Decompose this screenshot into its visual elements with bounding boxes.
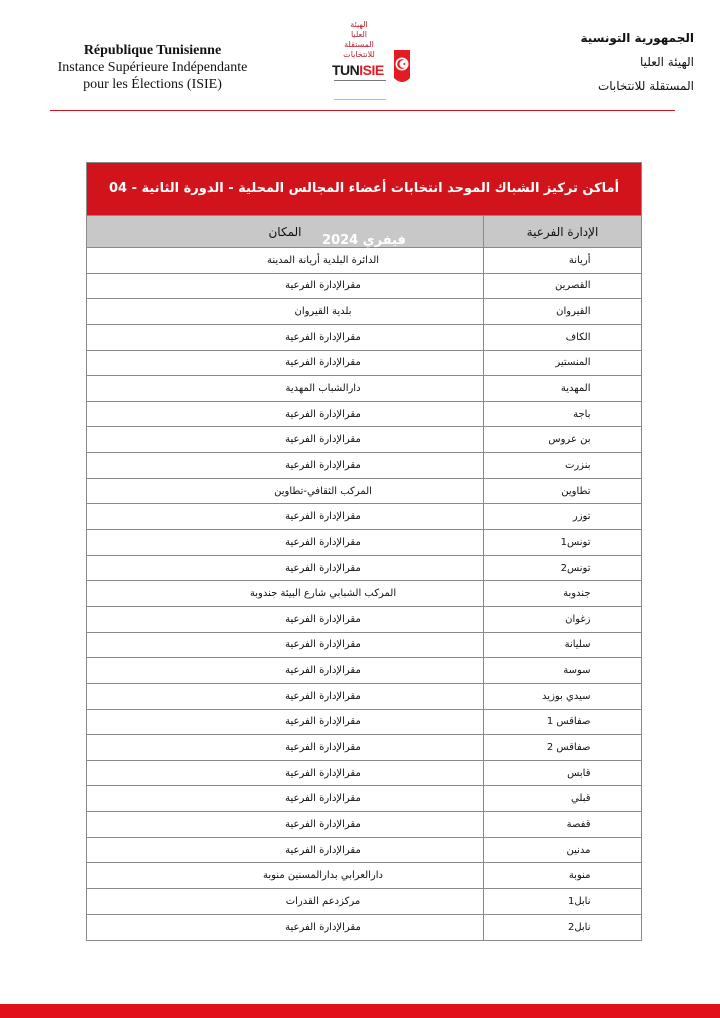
table-row xyxy=(87,556,641,582)
place-name: المركب الشبابي شارع البيئة جندوبة xyxy=(249,588,397,600)
department-cell xyxy=(483,607,641,632)
place-cell xyxy=(87,479,483,504)
logo-ar-line1: الهيئة xyxy=(350,20,368,29)
place-name: مقرالإدارة الفرعية xyxy=(285,818,361,830)
table-row xyxy=(87,402,641,428)
ar-country-name: الجمهورية التونسية xyxy=(580,31,694,45)
place-name: مقرالإدارة الفرعية xyxy=(285,767,361,779)
place-name: مقرالإدارة الفرعية xyxy=(285,665,361,677)
department-name: تونس1 xyxy=(560,536,591,548)
place-cell xyxy=(87,402,483,427)
department-cell xyxy=(483,658,641,683)
place-cell xyxy=(87,248,483,273)
table-row xyxy=(87,812,641,838)
department-name: القصرين xyxy=(555,280,591,292)
table-row xyxy=(87,376,641,402)
logo-brand-prefix: TUN xyxy=(332,62,360,78)
table-row xyxy=(87,351,641,377)
department-cell xyxy=(483,915,641,941)
table-row xyxy=(87,453,641,479)
department-cell xyxy=(483,248,641,273)
table-row xyxy=(87,863,641,889)
department-name: أريانة xyxy=(568,254,591,266)
department-cell xyxy=(483,453,641,478)
logo-brand xyxy=(332,62,384,78)
logo-ar-line2: العليا xyxy=(350,30,368,39)
department-cell xyxy=(483,863,641,888)
department-name: مدنين xyxy=(566,844,591,856)
table-row xyxy=(87,786,641,812)
department-name: المهدية xyxy=(560,383,591,395)
place-name: مقرالإدارة الفرعية xyxy=(285,408,361,420)
department-name: قابس xyxy=(567,767,591,779)
place-name: مقرالإدارة الفرعية xyxy=(285,921,361,933)
place-name: مقرالإدارة الفرعية xyxy=(285,357,361,369)
table-row xyxy=(87,607,641,633)
department-cell xyxy=(483,761,641,786)
place-name: مقرالإدارة الفرعية xyxy=(285,434,361,446)
place-cell xyxy=(87,684,483,709)
table-title: أماكن تركيز الشباك الموحد انتخابات أعضاء المجالس المحلية - الدورة الثانية - 04 فيفري 2024 xyxy=(87,163,641,216)
table-row xyxy=(87,581,641,607)
logo-ar-line3: المستقلة xyxy=(344,40,374,49)
table-row xyxy=(87,838,641,864)
table-row xyxy=(87,299,641,325)
department-name: بنزرت xyxy=(564,459,591,471)
place-name: المركب الثقافي-تطاوين xyxy=(274,485,372,497)
table-body xyxy=(87,248,641,940)
place-cell xyxy=(87,325,483,350)
table-row xyxy=(87,530,641,556)
table-row xyxy=(87,248,641,274)
department-cell xyxy=(483,427,641,452)
department-cell xyxy=(483,504,641,529)
department-cell xyxy=(483,735,641,760)
isie-logo xyxy=(330,18,430,102)
table-row xyxy=(87,684,641,710)
place-name: مقرالإدارة الفرعية xyxy=(285,562,361,574)
place-cell xyxy=(87,299,483,324)
place-cell xyxy=(87,376,483,401)
department-name: زغوان xyxy=(565,613,591,625)
locations-table xyxy=(86,162,642,941)
fr-body-line1: Instance Supérieure Indépendante xyxy=(57,60,248,75)
department-cell xyxy=(483,479,641,504)
place-cell xyxy=(87,504,483,529)
place-name: مقرالإدارة الفرعية xyxy=(285,459,361,471)
table-row xyxy=(87,504,641,530)
place-name: بلدية القيروان xyxy=(294,306,352,318)
department-cell xyxy=(483,402,641,427)
table-row xyxy=(87,479,641,505)
place-name: مقرالإدارة الفرعية xyxy=(285,331,361,343)
department-name: نابل1 xyxy=(567,895,591,907)
department-cell xyxy=(483,889,641,914)
fr-country-name: République Tunisienne xyxy=(83,43,222,58)
place-name: مقرالإدارة الفرعية xyxy=(285,613,361,625)
ar-body-line1: الهيئة العليا xyxy=(639,55,694,69)
department-name: قبلي xyxy=(571,793,591,805)
department-name: باجة xyxy=(573,408,591,420)
department-cell xyxy=(483,274,641,299)
place-name: مقرالإدارة الفرعية xyxy=(285,280,361,292)
place-cell xyxy=(87,453,483,478)
place-cell xyxy=(87,915,483,941)
place-cell xyxy=(87,607,483,632)
place-cell xyxy=(87,812,483,837)
place-cell xyxy=(87,761,483,786)
department-name: توزر xyxy=(572,511,591,523)
department-name: سليانة xyxy=(564,639,591,651)
place-cell xyxy=(87,581,483,606)
place-name: دارالعرابي بدارالمسنين منوبة xyxy=(263,870,383,882)
logo-tagline-lines xyxy=(334,80,386,100)
header-arabic xyxy=(494,26,694,98)
department-cell xyxy=(483,786,641,811)
table-row xyxy=(87,889,641,915)
table-row xyxy=(87,325,641,351)
place-cell xyxy=(87,274,483,299)
table-row xyxy=(87,915,641,941)
place-name: مقرالإدارة الفرعية xyxy=(285,844,361,856)
place-name: الدائرة البلدية أريانة المدينة xyxy=(266,254,380,266)
department-cell xyxy=(483,684,641,709)
department-cell xyxy=(483,710,641,735)
tunisia-flag-icon xyxy=(390,48,414,86)
place-cell xyxy=(87,838,483,863)
footer-bar xyxy=(0,1004,720,1018)
department-name: قفصة xyxy=(566,818,591,830)
department-name: صفاقس 2 xyxy=(546,741,591,753)
department-name: تطاوين xyxy=(561,485,591,497)
table-row xyxy=(87,427,641,453)
place-cell xyxy=(87,351,483,376)
department-name: القيروان xyxy=(556,306,591,318)
department-cell xyxy=(483,838,641,863)
table-row xyxy=(87,761,641,787)
department-name: بن عروس xyxy=(548,434,591,446)
column-header-place xyxy=(87,216,483,247)
place-name: مقرالإدارة الفرعية xyxy=(285,716,361,728)
place-cell xyxy=(87,710,483,735)
column-header-place-label: المكان xyxy=(268,224,302,239)
column-header-department xyxy=(483,216,641,247)
place-name: مقرالإدارة الفرعية xyxy=(285,793,361,805)
table-row xyxy=(87,735,641,761)
department-cell xyxy=(483,376,641,401)
place-name: مقرالإدارة الفرعية xyxy=(285,639,361,651)
department-cell xyxy=(483,325,641,350)
department-name: سوسة xyxy=(563,665,591,677)
header-divider xyxy=(50,110,675,111)
place-cell xyxy=(87,735,483,760)
place-cell xyxy=(87,633,483,658)
place-name: دارالشباب المهدية xyxy=(285,383,361,395)
department-name: صفاقس 1 xyxy=(546,716,591,728)
place-name: مقرالإدارة الفرعية xyxy=(285,741,361,753)
ar-body-line2: المستقلة للانتخابات xyxy=(597,79,694,93)
department-cell xyxy=(483,351,641,376)
department-name: نابل2 xyxy=(567,921,591,933)
fr-body-line2: pour les Élections (ISIE) xyxy=(83,77,222,92)
place-cell xyxy=(87,658,483,683)
place-cell xyxy=(87,530,483,555)
place-name: مقرالإدارة الفرعية xyxy=(285,511,361,523)
place-name: مقرالإدارة الفرعية xyxy=(285,690,361,702)
place-cell xyxy=(87,556,483,581)
place-cell xyxy=(87,889,483,914)
logo-ar-line4: للانتخابات xyxy=(343,50,375,59)
table-header-row xyxy=(87,216,641,248)
department-cell xyxy=(483,530,641,555)
department-cell xyxy=(483,299,641,324)
table-row xyxy=(87,710,641,736)
column-header-department-label: الإدارة الفرعية xyxy=(526,224,599,239)
logo-brand-suffix: ISIE xyxy=(359,62,384,78)
department-name: الكاف xyxy=(565,331,591,343)
department-cell xyxy=(483,581,641,606)
place-name: مركزدعم القدرات xyxy=(285,895,361,907)
place-cell xyxy=(87,786,483,811)
logo-arabic-name xyxy=(330,20,388,60)
department-name: المنستير xyxy=(555,357,591,369)
place-name: مقرالإدارة الفرعية xyxy=(285,536,361,548)
department-cell xyxy=(483,812,641,837)
department-name: منوبة xyxy=(568,870,591,882)
department-cell xyxy=(483,633,641,658)
department-cell xyxy=(483,556,641,581)
header-french xyxy=(40,42,265,93)
department-name: جندوبة xyxy=(563,588,591,600)
place-cell xyxy=(87,427,483,452)
table-row xyxy=(87,274,641,300)
department-name: سيدي بوزيد xyxy=(542,690,591,702)
table-row xyxy=(87,633,641,659)
table-row xyxy=(87,658,641,684)
place-cell xyxy=(87,863,483,888)
department-name: تونس2 xyxy=(560,562,591,574)
